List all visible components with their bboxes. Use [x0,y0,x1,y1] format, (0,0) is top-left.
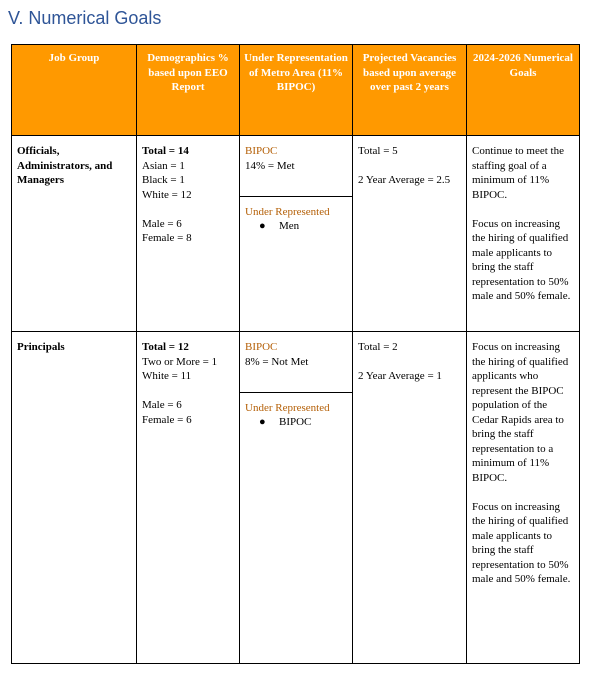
goal-paragraph: Focus on increasing the hiring of qualified male applicants to bring the staff representation to 50% male and 50% female. [472,500,571,585]
column-header-under-representation: Under Representation of Metro Area (11% BIPOC) [240,45,353,136]
goal-paragraph: Focus on increasing the hiring of qualified male applicants to bring the staff representation to 50% male and 50% female. [472,217,571,302]
demographics-female: Female = 6 [142,413,192,426]
demographics-cell [137,332,240,664]
representation-cell [240,332,353,664]
demographics-line: Two or More = 1 [142,355,218,368]
column-header-projected-vacancies: Projected Vacancies based upon average over past 2 years [353,45,467,136]
bipoc-label: BIPOC [245,145,278,157]
under-represented-label: Under Represented [245,401,330,414]
goals-cell [467,136,580,332]
demographics-line: White = 12 [142,188,192,201]
demographics-female: Female = 8 [142,232,192,244]
column-header-job-group: Job Group [12,45,137,136]
goal-paragraph: Focus on increasing the hiring of qualified applicants who represent the BIPOC population of the Cedar Rapids area to bring the staff representation to a minimum of 11% BIPOC. [472,341,569,484]
vacancies-total: Total = 2 [358,341,398,353]
goal-paragraph: Continue to meet the staffing goal of a minimum of 11% BIPOC. [472,145,564,201]
demographics-male: Male = 6 [142,399,182,411]
table-row [12,332,580,664]
demographics-total: Total = 12 [142,341,189,353]
demographics-line: Black = 1 [142,174,185,186]
vacancies-total: Total = 5 [358,145,398,157]
demographics-line: White = 11 [142,370,192,382]
demographics-cell [137,136,240,332]
under-represented-label: Under Represented [245,205,330,218]
demographics-total: Total = 14 [142,145,189,157]
bullet-icon: ● [259,416,266,428]
vacancies-cell [353,332,467,664]
column-header-demographics: Demographics % based upon EEO Report [137,45,240,136]
goals-cell [467,332,580,664]
demographics-male: Male = 6 [142,217,182,230]
section-heading: V. Numerical Goals [8,8,162,28]
job-group-cell: Principals [12,332,137,664]
vacancies-average: 2 Year Average = 1 [358,370,442,382]
vacancies-cell [353,136,467,332]
column-header-numerical-goals: 2024-2026 Numerical Goals [467,45,580,136]
numerical-goals-table [11,44,580,664]
job-group-cell: Officials, Administrators, and Managers [12,136,137,332]
bullet-icon: ● [259,220,266,232]
bipoc-label: BIPOC [245,341,278,353]
representation-cell [240,136,353,332]
table-row [12,136,580,332]
under-represented-item: ● Men [259,220,300,232]
bipoc-value: 8% = Not Met [245,355,309,368]
demographics-line: Asian = 1 [142,159,185,172]
bipoc-value: 14% = Met [245,159,295,172]
header-row [12,45,580,136]
vacancies-average: 2 Year Average = 2.5 [358,174,451,186]
under-represented-item: ● BIPOC [259,416,312,428]
